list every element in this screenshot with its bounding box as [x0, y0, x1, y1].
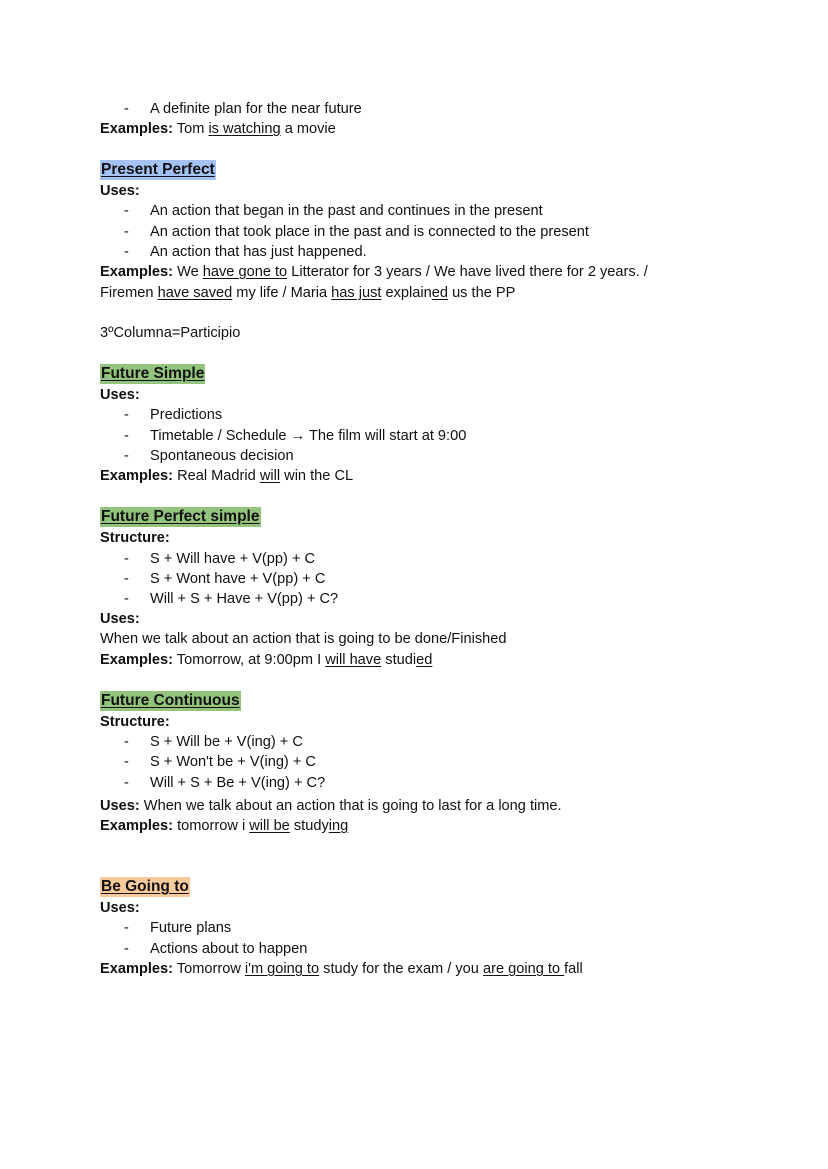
list-item: - Predictions	[124, 407, 223, 423]
uses-label: Uses:	[100, 611, 140, 627]
uses-line: Uses: When we talk about an action that is going to last for a long time.	[100, 798, 562, 814]
structure-label: Structure:	[100, 714, 170, 730]
section-heading-present-perfect: Present Perfect	[101, 161, 215, 178]
list-item: - Actions about to happen	[124, 941, 308, 957]
uses-label: Uses:	[100, 183, 140, 199]
section-heading-be-going-to: Be Going to	[101, 878, 189, 895]
example-line: Examples: Real Madrid will win the CL	[100, 468, 354, 484]
section-heading-future-continuous: Future Continuous	[101, 692, 240, 709]
list-item: - An action that took place in the past and is connected to the present	[124, 224, 589, 240]
list-item: - An action that began in the past and continues in the present	[124, 203, 543, 219]
uses-label: Uses:	[100, 900, 140, 916]
uses-text: When we talk about an action that is going to be done/Finished	[100, 631, 507, 647]
section-heading-future-simple: Future Simple	[101, 365, 205, 382]
list-item: - Spontaneous decision	[124, 448, 294, 464]
note-line: 3ºColumna=Participio	[100, 325, 241, 341]
list-item: - Future plans	[124, 920, 232, 936]
list-item: - Timetable / Schedule → The film will start at 9:00	[124, 428, 467, 444]
list-item: - S + Will have + V(pp) + C	[124, 551, 316, 567]
list-item: - S + Wont have + V(pp) + C	[124, 571, 326, 587]
uses-label: Uses:	[100, 387, 140, 403]
example-line: Firemen have saved my life / Maria has just explained us the PP	[100, 285, 516, 301]
list-item: - A definite plan for the near future	[124, 101, 362, 117]
list-item: - Will + S + Have + V(pp) + C?	[124, 591, 339, 607]
structure-label: Structure:	[100, 530, 170, 546]
list-item: - Will + S + Be + V(ing) + C?	[124, 775, 326, 791]
section-heading-future-perfect: Future Perfect simple	[101, 508, 260, 525]
example-line: Examples: We have gone to Litterator for 3 years / We have lived there for 2 years. /	[100, 264, 648, 280]
list-item: - S + Will be + V(ing) + C	[124, 734, 303, 750]
list-item: - An action that has just happened.	[124, 244, 367, 260]
example-line: Examples: Tomorrow, at 9:00pm I will have studied	[100, 652, 433, 668]
example-line: Examples: Tom is watching a movie	[100, 121, 336, 137]
list-item: - S + Won't be + V(ing) + C	[124, 754, 316, 770]
example-line: Examples: tomorrow i will be studying	[100, 818, 349, 834]
example-line: Examples: Tomorrow i'm going to study for the exam / you are going to fall	[100, 961, 583, 977]
